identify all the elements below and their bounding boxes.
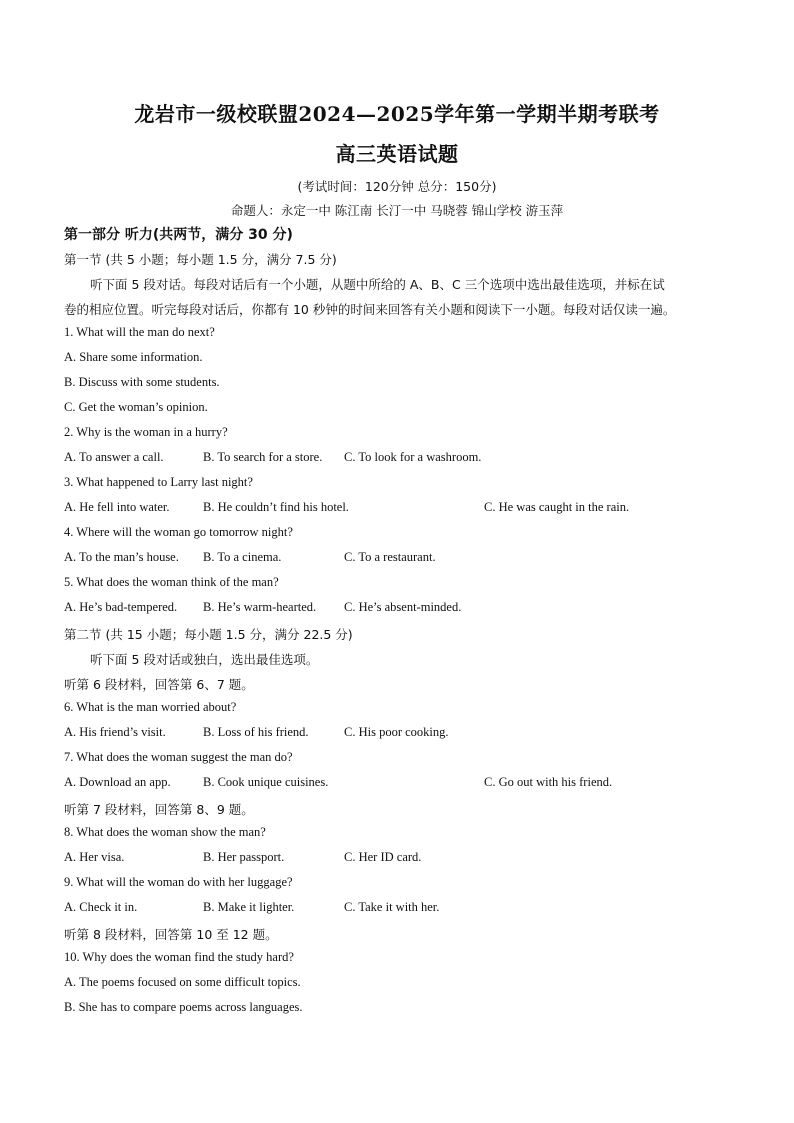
- question-2-option-c: C. To look for a washroom.: [344, 450, 482, 464]
- question-6: 6. What is the man worried about?: [64, 700, 237, 714]
- question-6-option-c: C. His poor cooking.: [344, 725, 449, 739]
- question-5-option-b: B. He’s warm-hearted.: [203, 600, 317, 614]
- material-7-note: 听第 7 段材料，回答第 8、9 题。: [64, 802, 254, 817]
- question-10: 10. Why does the woman find the study hard?: [64, 950, 294, 964]
- question-9: 9. What will the woman do with her luggage?: [64, 875, 293, 889]
- part1-heading: 第一部分 听力(共两节，满分 30 分): [64, 227, 293, 243]
- question-8-option-a: A. Her visa.: [64, 850, 125, 864]
- question-9-option-b: B. Make it lighter.: [203, 900, 295, 914]
- question-4: 4. Where will the woman go tomorrow night?: [64, 525, 293, 539]
- section2-heading: 第二节 (共 15 小题；每小题 1.5 分，满分 22.5 分): [64, 627, 353, 642]
- question-3-option-a: A. He fell into water.: [64, 500, 170, 514]
- question-10-option-b: B. She has to compare poems across languages.: [64, 1000, 303, 1014]
- question-9-option-a: A. Check it in.: [64, 900, 138, 914]
- question-2-option-b: B. To search for a store.: [203, 450, 323, 464]
- question-3-option-c: C. He was caught in the rain.: [484, 500, 630, 514]
- question-7: 7. What does the woman suggest the man do?: [64, 750, 293, 764]
- question-7-option-b: B. Cook unique cuisines.: [203, 775, 329, 789]
- question-4-option-a: A. To the man’s house.: [64, 550, 179, 564]
- question-7-option-c: C. Go out with his friend.: [484, 775, 613, 789]
- question-3: 3. What happened to Larry last night?: [64, 475, 253, 489]
- question-2-option-a: A. To answer a call.: [64, 450, 164, 464]
- section1-instructions-line1: 听下面 5 段对话。每段对话后有一个小题，从题中所给的 A、B、C 三个选项中选出最佳选项，并标在试: [90, 277, 665, 292]
- exam-info: (考试时间：120分钟 总分：150分): [297, 179, 497, 194]
- question-4-option-b: B. To a cinema.: [203, 550, 282, 564]
- material-6-note: 听第 6 段材料，回答第 6、7 题。: [64, 677, 254, 692]
- question-1-option-c: C. Get the woman’s opinion.: [64, 400, 208, 414]
- question-5: 5. What does the woman think of the man?: [64, 575, 279, 589]
- question-8-option-b: B. Her passport.: [203, 850, 285, 864]
- material-8-note: 听第 8 段材料，回答第 10 至 12 题。: [64, 927, 278, 942]
- question-9-option-c: C. Take it with her.: [344, 900, 440, 914]
- question-8-option-c: C. Her ID card.: [344, 850, 422, 864]
- section1-heading: 第一节 (共 5 小题；每小题 1.5 分，满分 7.5 分): [64, 252, 337, 267]
- question-5-option-c: C. He’s absent-minded.: [344, 600, 462, 614]
- question-4-option-c: C. To a restaurant.: [344, 550, 436, 564]
- question-1-option-b: B. Discuss with some students.: [64, 375, 220, 389]
- question-5-option-a: A. He’s bad-tempered.: [64, 600, 178, 614]
- question-6-option-b: B. Loss of his friend.: [203, 725, 309, 739]
- question-3-option-b: B. He couldn’t find his hotel.: [203, 500, 349, 514]
- question-1-option-a: A. Share some information.: [64, 350, 203, 364]
- question-7-option-a: A. Download an app.: [64, 775, 171, 789]
- question-2: 2. Why is the woman in a hurry?: [64, 425, 228, 439]
- exam-subtitle: 高三英语试题: [335, 142, 459, 166]
- exam-authors: 命题人：永定一中 陈江南 长汀一中 马晓蓉 锦山学校 游玉萍: [230, 203, 564, 218]
- section2-instructions: 听下面 5 段对话或独白，选出最佳选项。: [90, 652, 319, 667]
- exam-title: 龙岩市一级校联盟2024—2025学年第一学期半期考联考: [134, 102, 660, 126]
- question-1: 1. What will the man do next?: [64, 325, 215, 339]
- question-10-option-a: A. The poems focused on some difficult topics.: [64, 975, 301, 989]
- question-6-option-a: A. His friend’s visit.: [64, 725, 166, 739]
- question-8: 8. What does the woman show the man?: [64, 825, 266, 839]
- section1-instructions-line2: 卷的相应位置。听完每段对话后，你都有 10 秒钟的时间来回答有关小题和阅读下一小题。每段对话仅读一遍。: [64, 302, 676, 317]
